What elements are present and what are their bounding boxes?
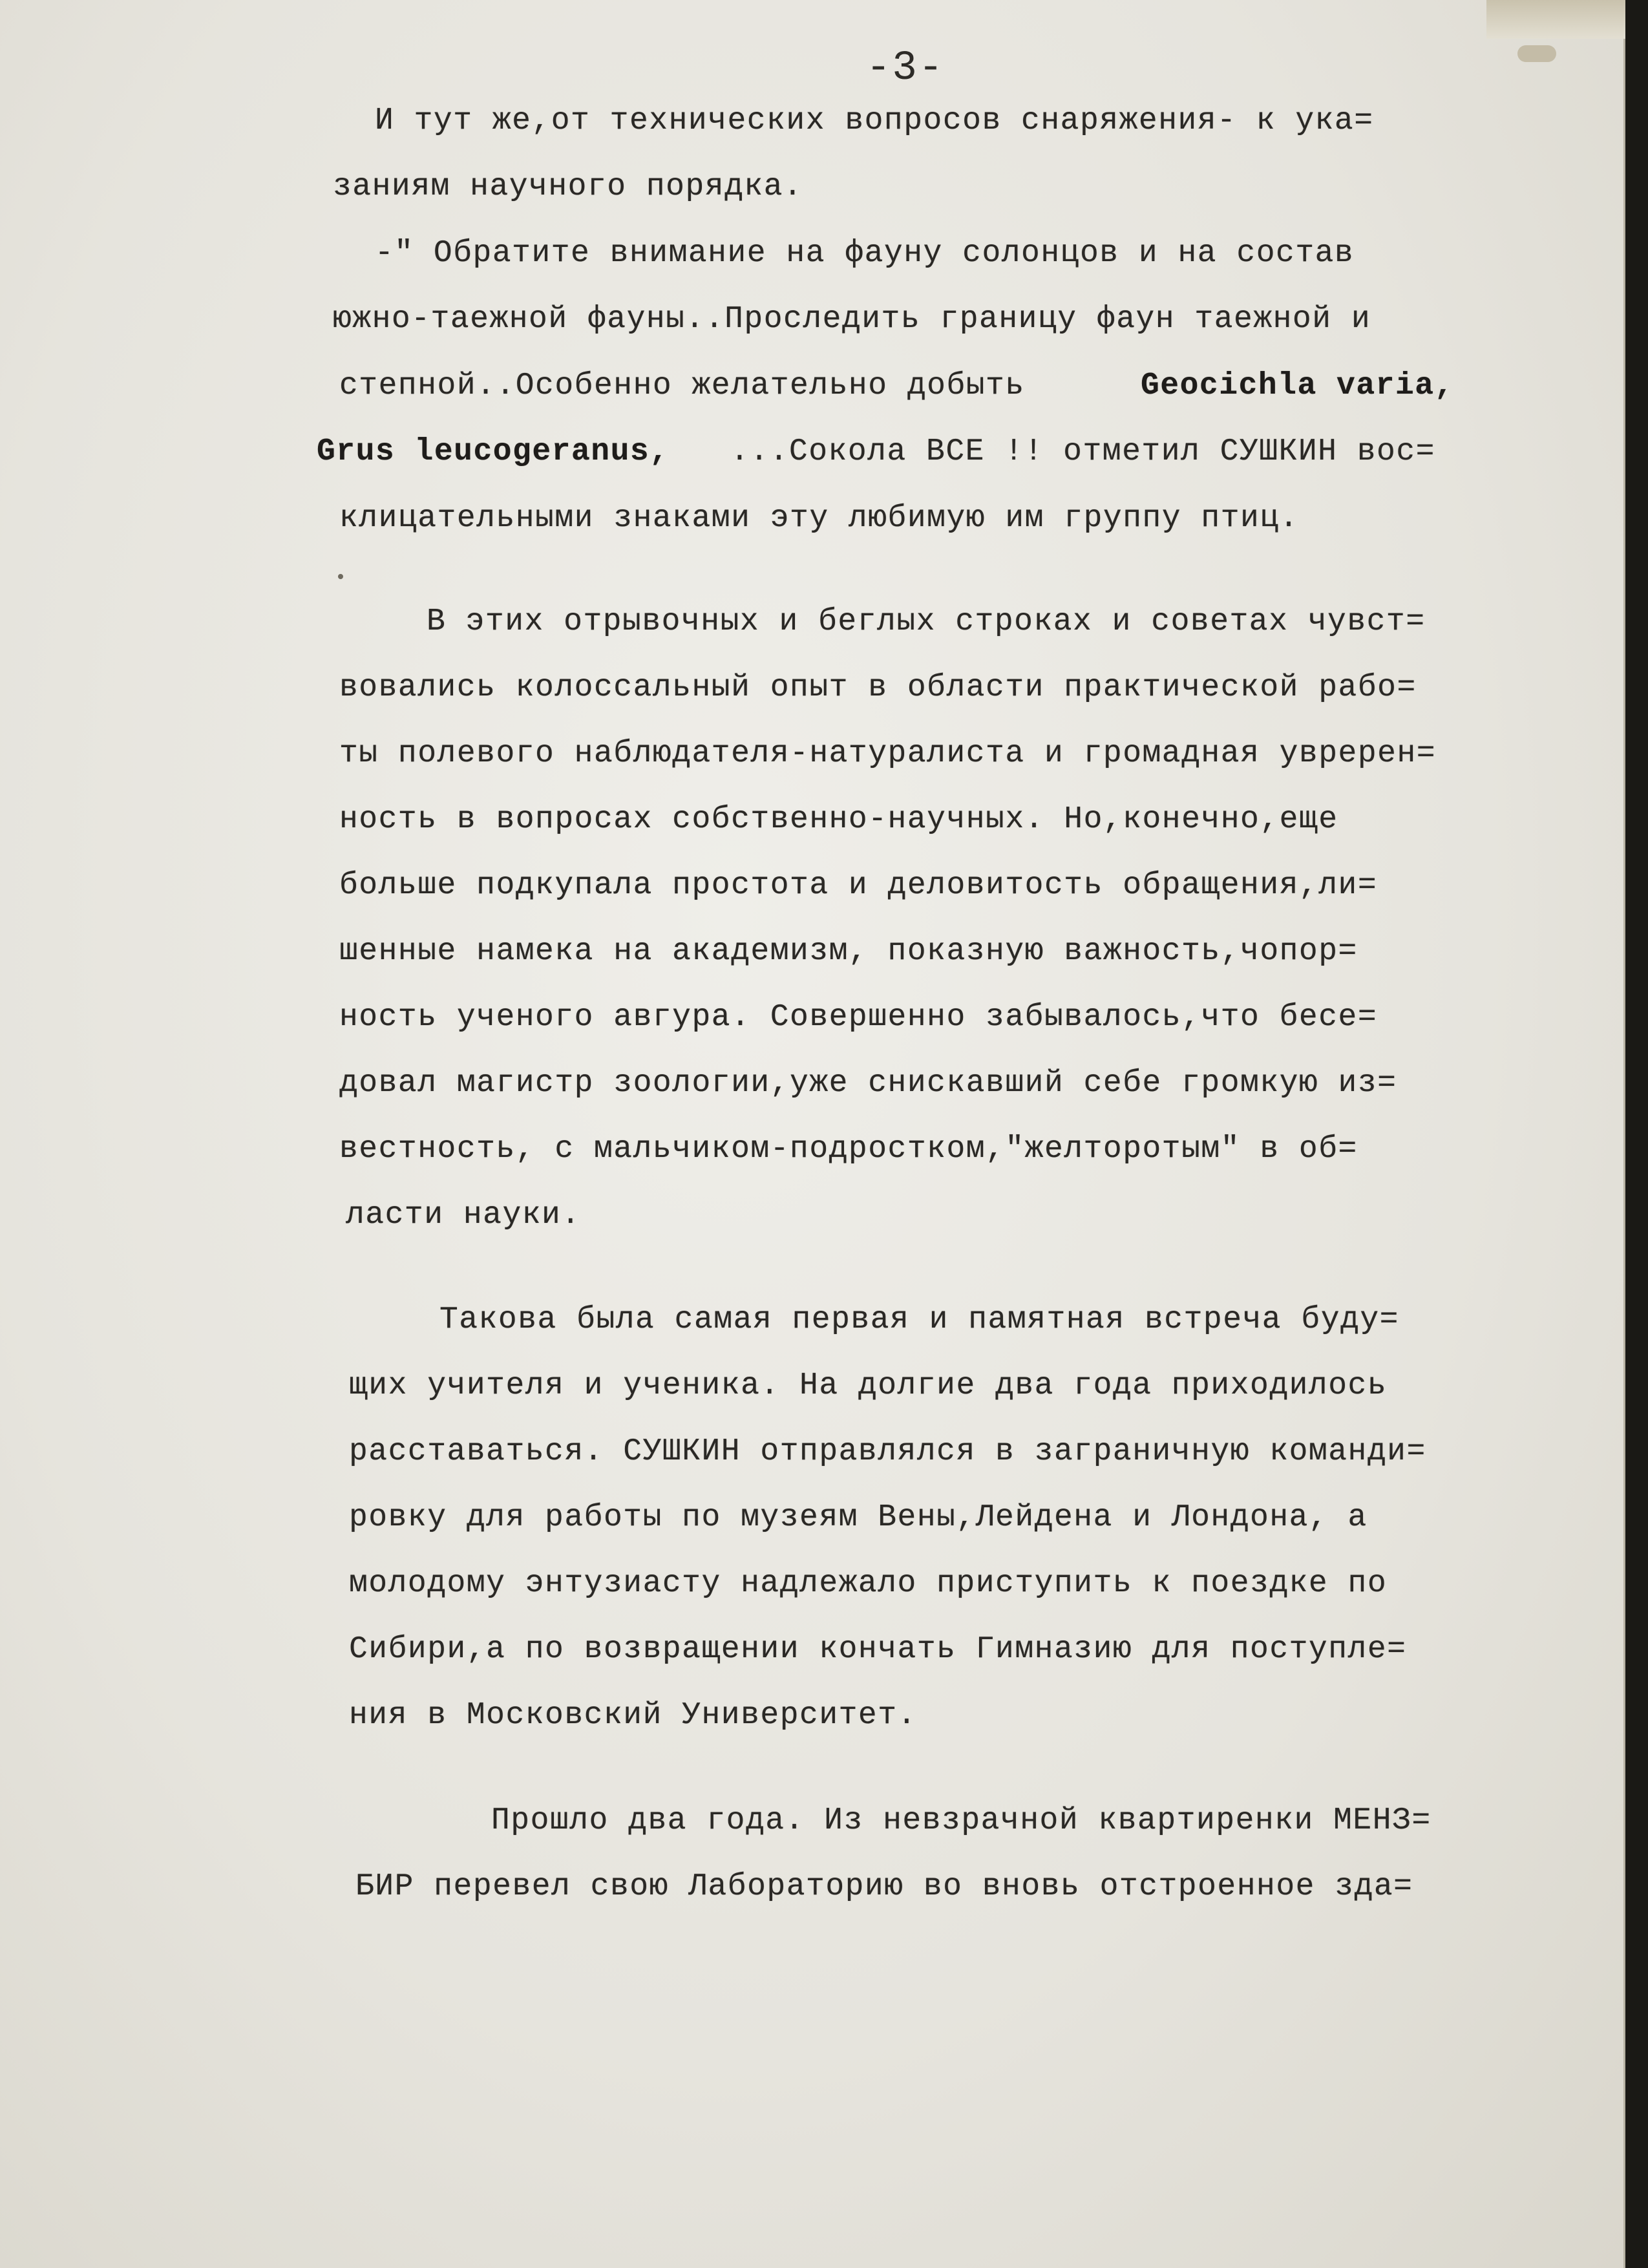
text-line: молодому энтузиасту надлежало приступить к поездке по (349, 1566, 1388, 1601)
paper-edge (1486, 0, 1625, 39)
page-number: -3- (866, 45, 945, 92)
binder-hole (1517, 45, 1556, 62)
text-line: расставаться. СУШКИН отправлялся в заграничную команди= (349, 1434, 1426, 1469)
text-line: Прошло два года. Из невзрачной квартиренки МЕНЗ= (491, 1803, 1431, 1838)
latin-species-name: Geocichla varia, (1141, 368, 1454, 403)
text-line: ность в вопросах собственно-научных. Но,конечно,еще (339, 802, 1338, 837)
text-line: южно-таежной фауны..Проследить границу фаун таежной и (333, 302, 1371, 337)
text-line: И тут же,от технических вопросов снаряжения- к ука= (375, 103, 1374, 138)
text-line: ность ученого авгура. Совершенно забывалось,что бесе= (339, 1000, 1378, 1035)
text-line: БИР перевел свою Лабораторию во вновь отстроенное зда= (355, 1869, 1413, 1904)
text-line: Такова была самая первая и памятная встреча буду= (439, 1302, 1399, 1337)
text-line: Сибири,а по возвращении кончать Гимназию для поступле= (349, 1632, 1407, 1667)
latin-species-name: Grus leucogeranus, (317, 434, 670, 469)
text-line: заниям научного порядка. (333, 169, 803, 204)
text-line: В этих отрывочных и беглых строках и советах чувст= (427, 604, 1426, 639)
text-line: ты полевого наблюдателя-натуралиста и громадная увререн= (339, 736, 1437, 771)
text-line: -" Обратите внимание на фауну солонцов и на состав (375, 236, 1355, 271)
text-line: ласти науки. (346, 1198, 581, 1233)
text-line: ...Сокола ВСЕ !! отметил СУШКИН вос= (730, 434, 1435, 469)
text-line: больше подкупала простота и деловитость обращения,ли= (339, 868, 1378, 903)
text-line: ния в Московский Университет. (349, 1698, 917, 1733)
bleed-through (969, 149, 1486, 175)
text-line: ровку для работы по музеям Вены,Лейдена и Лондона, а (349, 1500, 1368, 1535)
text-line: вестность, с мальчиком-подростком,"желторотым" в об= (339, 1132, 1358, 1167)
ink-speck (338, 574, 343, 579)
text-line: клицательными знаками эту любимую им группу птиц. (339, 501, 1299, 536)
text-line: довал магистр зоологии,уже снискавший себе громкую из= (339, 1066, 1397, 1101)
text-line: вовались колоссальный опыт в области практической рабо= (339, 670, 1417, 705)
text-line: щих учителя и ученика. На долгие два года приходилось (349, 1368, 1388, 1403)
text-line: шенные намека на академизм, показную важность,чопор= (339, 934, 1358, 969)
text-line: степной..Особенно желательно добыть (339, 368, 1025, 403)
